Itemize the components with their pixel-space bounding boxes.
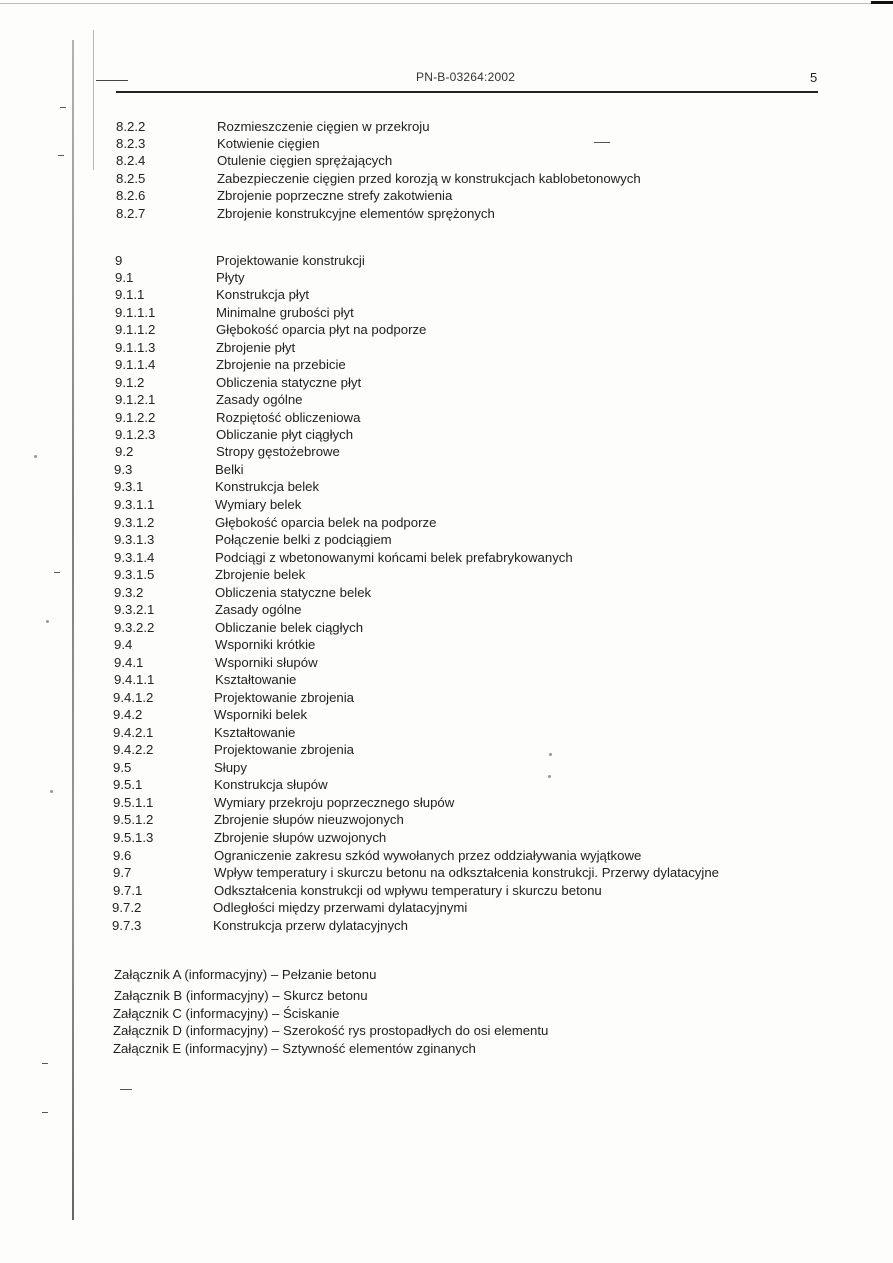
toc-entry-number: 9.7.1 bbox=[113, 883, 143, 898]
toc-entry-title: Zabezpieczenie cięgien przed korozją w konstrukcjach kablobetonowych bbox=[217, 171, 641, 186]
toc-entry bbox=[113, 776, 883, 794]
toc-entry-title: Zbrojenie na przebicie bbox=[216, 357, 346, 372]
toc-entry bbox=[115, 356, 883, 374]
toc-entry-title: Konstrukcja przerw dylatacyjnych bbox=[213, 918, 408, 933]
page-header bbox=[0, 70, 893, 90]
toc-entry bbox=[114, 531, 883, 549]
toc-entry-number: 9.3.2.1 bbox=[114, 602, 155, 617]
toc-entry bbox=[115, 269, 883, 287]
toc-entry-title: Zbrojenie słupów nieuzwojonych bbox=[214, 812, 404, 827]
toc-entry-title: Głębokość oparcia płyt na podporze bbox=[216, 322, 427, 337]
toc-entry-title: Płyty bbox=[216, 270, 245, 285]
toc-entry-title: Wsporniki belek bbox=[214, 707, 308, 722]
toc-entry bbox=[113, 724, 883, 742]
annex-entry: Załącznik A (informacyjny) – Pełzanie betonu bbox=[114, 967, 377, 982]
toc-entry-number: 9.4.2.2 bbox=[113, 742, 154, 757]
toc-entry bbox=[115, 443, 883, 461]
toc-entry-number: 9.3 bbox=[114, 462, 133, 477]
toc-entry-title: Kształtowanie bbox=[214, 725, 296, 740]
toc-entry-number: 9.1.1.3 bbox=[115, 340, 156, 355]
toc-entry-number: 9.5.1 bbox=[113, 777, 143, 792]
toc-entry-number: 9 bbox=[115, 253, 123, 268]
toc-entry-number: 9.1 bbox=[115, 270, 134, 285]
toc-entry-number: 9.1.1.1 bbox=[115, 305, 156, 320]
toc-entry-title: Obliczanie płyt ciągłych bbox=[216, 427, 354, 442]
toc-entry-title: Zbrojenie płyt bbox=[216, 340, 296, 355]
toc-entry-title: Połączenie belki z podciągiem bbox=[215, 532, 392, 547]
toc-entry-title: Słupy bbox=[214, 760, 247, 775]
scan-dash-mark bbox=[120, 1089, 132, 1090]
toc-entry bbox=[113, 829, 883, 847]
annex-entry: Załącznik E (informacyjny) – Sztywność elementów zginanych bbox=[113, 1041, 476, 1056]
toc-entry bbox=[115, 304, 883, 322]
header-left-line bbox=[96, 80, 128, 81]
toc-entry-title: Odległości między przerwami dylatacyjnymi bbox=[213, 900, 468, 915]
toc-entry-title: Konstrukcja płyt bbox=[216, 287, 310, 302]
annex-entry: Załącznik B (informacyjny) – Skurcz betonu bbox=[114, 988, 368, 1003]
toc-entry-number: 9.5.1.2 bbox=[113, 812, 154, 827]
toc-entry bbox=[114, 461, 883, 479]
toc-entry-number: 9.7.3 bbox=[112, 918, 142, 933]
toc-entry-number: 9.2 bbox=[115, 444, 134, 459]
toc-entry bbox=[114, 549, 883, 567]
toc-entry bbox=[113, 689, 883, 707]
toc-entry-title: Obliczenia statyczne płyt bbox=[216, 375, 362, 390]
scan-dash-mark bbox=[58, 155, 64, 156]
toc-entry bbox=[113, 759, 883, 777]
binding-shadow-secondary bbox=[93, 30, 94, 170]
header-rule bbox=[116, 91, 818, 93]
toc-entry bbox=[116, 152, 883, 170]
toc-entry-number: 8.2.4 bbox=[116, 153, 146, 168]
scan-speck bbox=[34, 455, 37, 458]
toc-entry bbox=[115, 374, 883, 392]
toc-entry-title: Kształtowanie bbox=[215, 672, 297, 687]
toc-entry-title: Belki bbox=[215, 462, 244, 477]
toc-entry-number: 8.2.3 bbox=[116, 136, 146, 151]
toc-entry-number: 9.1.2.3 bbox=[115, 427, 156, 442]
toc-entry bbox=[116, 118, 883, 136]
toc-entry-title: Wsporniki krótkie bbox=[215, 637, 316, 652]
toc-entry bbox=[115, 426, 883, 444]
toc-entry-number: 9.5 bbox=[113, 760, 132, 775]
toc-entry-number: 9.4.1 bbox=[114, 655, 144, 670]
toc-entry-title: Zbrojenie poprzeczne strefy zakotwienia bbox=[217, 188, 453, 203]
toc-entry bbox=[114, 478, 883, 496]
document-code: PN-B-03264:2002 bbox=[416, 70, 516, 84]
toc-entry-title: Wymiary belek bbox=[215, 497, 302, 512]
scan-speck bbox=[50, 790, 53, 793]
toc-entry-title: Projektowanie zbrojenia bbox=[214, 690, 355, 705]
toc-entry-title: Zbrojenie konstrukcyjne elementów sprężonych bbox=[217, 206, 495, 221]
toc-entry-number: 9.1.1.4 bbox=[115, 357, 156, 372]
annex-entry: Załącznik D (informacyjny) – Szerokość rys prostopadłych do osi elementu bbox=[113, 1023, 549, 1038]
toc-entry-number: 9.3.1.5 bbox=[114, 567, 155, 582]
toc-entry-title: Obliczenia statyczne belek bbox=[215, 585, 372, 600]
toc-entry-title: Wsporniki słupów bbox=[215, 655, 318, 670]
toc-entry bbox=[115, 391, 883, 409]
toc-entry-number: 9.3.1.3 bbox=[114, 532, 155, 547]
toc-entry-title: Obliczanie belek ciągłych bbox=[215, 620, 364, 635]
toc-entry bbox=[113, 882, 883, 900]
scan-speck bbox=[548, 775, 551, 778]
toc-entry-number: 9.4.1.2 bbox=[113, 690, 154, 705]
toc-entry-number: 9.3.1 bbox=[114, 479, 144, 494]
toc-entry bbox=[116, 135, 883, 153]
toc-entry-title: Konstrukcja belek bbox=[215, 479, 320, 494]
toc-entry-title: Otulenie cięgien sprężających bbox=[217, 153, 393, 168]
toc-entry-number: 9.6 bbox=[113, 848, 132, 863]
toc-entry bbox=[113, 864, 883, 882]
toc-entry bbox=[115, 286, 883, 304]
toc-entry-number: 9.4.2.1 bbox=[113, 725, 154, 740]
toc-entry-number: 9.1.2 bbox=[115, 375, 145, 390]
toc-entry-title: Zbrojenie belek bbox=[215, 567, 306, 582]
page-number: 5 bbox=[810, 70, 818, 85]
toc-entry-title: Zasady ogólne bbox=[216, 392, 303, 407]
toc-entry-title: Zasady ogólne bbox=[215, 602, 302, 617]
toc-entry bbox=[112, 899, 883, 917]
toc-entry bbox=[114, 654, 883, 672]
toc-entry-number: 8.2.5 bbox=[116, 171, 146, 186]
toc-entry bbox=[113, 741, 883, 759]
scan-corner-mark bbox=[871, 1, 893, 4]
annex-entry: Załącznik C (informacyjny) – Ściskanie bbox=[113, 1006, 340, 1021]
toc-entry bbox=[113, 706, 883, 724]
scan-dash-mark bbox=[42, 1063, 48, 1064]
binding-shadow bbox=[72, 40, 74, 1220]
toc-entry-number: 9.4.2 bbox=[113, 707, 143, 722]
toc-entry-title: Projektowanie zbrojenia bbox=[214, 742, 355, 757]
toc-entry bbox=[115, 252, 883, 270]
toc-entry bbox=[115, 409, 883, 427]
toc-entry bbox=[115, 339, 883, 357]
scan-dash-mark bbox=[594, 142, 610, 143]
toc-entry-title: Projektowanie konstrukcji bbox=[216, 253, 365, 268]
toc-entry bbox=[113, 811, 883, 829]
scan-speck bbox=[549, 753, 552, 756]
scan-dash-mark bbox=[60, 107, 66, 108]
toc-entry bbox=[116, 187, 883, 205]
toc-entry-title: Zbrojenie słupów uzwojonych bbox=[214, 830, 387, 845]
toc-entry-number: 9.5.1.3 bbox=[113, 830, 154, 845]
toc-entry-number: 9.4.1.1 bbox=[114, 672, 155, 687]
toc-entry-title: Ograniczenie zakresu szkód wywołanych przez oddziaływania wyjątkowe bbox=[214, 848, 642, 863]
toc-entry-number: 9.3.1.4 bbox=[114, 550, 155, 565]
toc-entry-number: 9.3.2.2 bbox=[114, 620, 155, 635]
toc-entry bbox=[116, 170, 883, 188]
toc-entry bbox=[114, 566, 883, 584]
toc-entry-title: Podciągi z wbetonowanymi końcami belek prefabrykowanych bbox=[215, 550, 573, 565]
toc-entry-title: Wymiary przekroju poprzecznego słupów bbox=[214, 795, 455, 810]
toc-entry bbox=[114, 636, 883, 654]
toc-entry-title: Stropy gęstożebrowe bbox=[216, 444, 340, 459]
toc-entry-title: Głębokość oparcia belek na podporze bbox=[215, 515, 437, 530]
toc-entry-number: 8.2.6 bbox=[116, 188, 146, 203]
toc-entry bbox=[112, 917, 883, 935]
toc-entry-number: 8.2.7 bbox=[116, 206, 146, 221]
toc-entry-title: Konstrukcja słupów bbox=[214, 777, 328, 792]
scan-speck bbox=[46, 620, 49, 623]
toc-entry-number: 9.3.1.2 bbox=[114, 515, 155, 530]
toc-entry-number: 8.2.2 bbox=[116, 119, 146, 134]
scan-dash-mark bbox=[42, 1112, 48, 1113]
toc-entry-number: 9.7 bbox=[113, 865, 132, 880]
toc-entry bbox=[114, 496, 883, 514]
toc-entry-title: Kotwienie cięgien bbox=[217, 136, 320, 151]
toc-entry-number: 9.1.2.1 bbox=[115, 392, 156, 407]
toc-entry bbox=[114, 601, 883, 619]
toc-entry-title: Rozmieszczenie cięgien w przekroju bbox=[217, 119, 430, 134]
scan-dash-mark bbox=[54, 572, 60, 573]
toc-entry-number: 9.3.1.1 bbox=[114, 497, 155, 512]
toc-entry-number: 9.1.1 bbox=[115, 287, 145, 302]
toc-entry-number: 9.7.2 bbox=[112, 900, 142, 915]
toc-entry bbox=[114, 619, 883, 637]
toc-entry bbox=[113, 794, 883, 812]
toc-entry-title: Rozpiętość obliczeniowa bbox=[216, 410, 361, 425]
toc-entry bbox=[113, 847, 883, 865]
toc-entry bbox=[114, 584, 883, 602]
toc-entry-number: 9.3.2 bbox=[114, 585, 144, 600]
scan-top-edge bbox=[0, 3, 893, 4]
toc-entry bbox=[114, 671, 883, 689]
toc-entry-title: Minimalne grubości płyt bbox=[216, 305, 354, 320]
toc-entry bbox=[114, 514, 883, 532]
toc-entry-number: 9.1.1.2 bbox=[115, 322, 156, 337]
toc-entry-title: Wpływ temperatury i skurczu betonu na odkształcenia konstrukcji. Przerwy dylatacyjne bbox=[214, 865, 719, 880]
toc-entry-number: 9.5.1.1 bbox=[113, 795, 154, 810]
toc-entry bbox=[116, 205, 883, 223]
toc-entry-number: 9.1.2.2 bbox=[115, 410, 156, 425]
toc-entry-number: 9.4 bbox=[114, 637, 133, 652]
toc-entry bbox=[115, 321, 883, 339]
toc-entry-title: Odkształcenia konstrukcji od wpływu temperatury i skurczu betonu bbox=[214, 883, 602, 898]
